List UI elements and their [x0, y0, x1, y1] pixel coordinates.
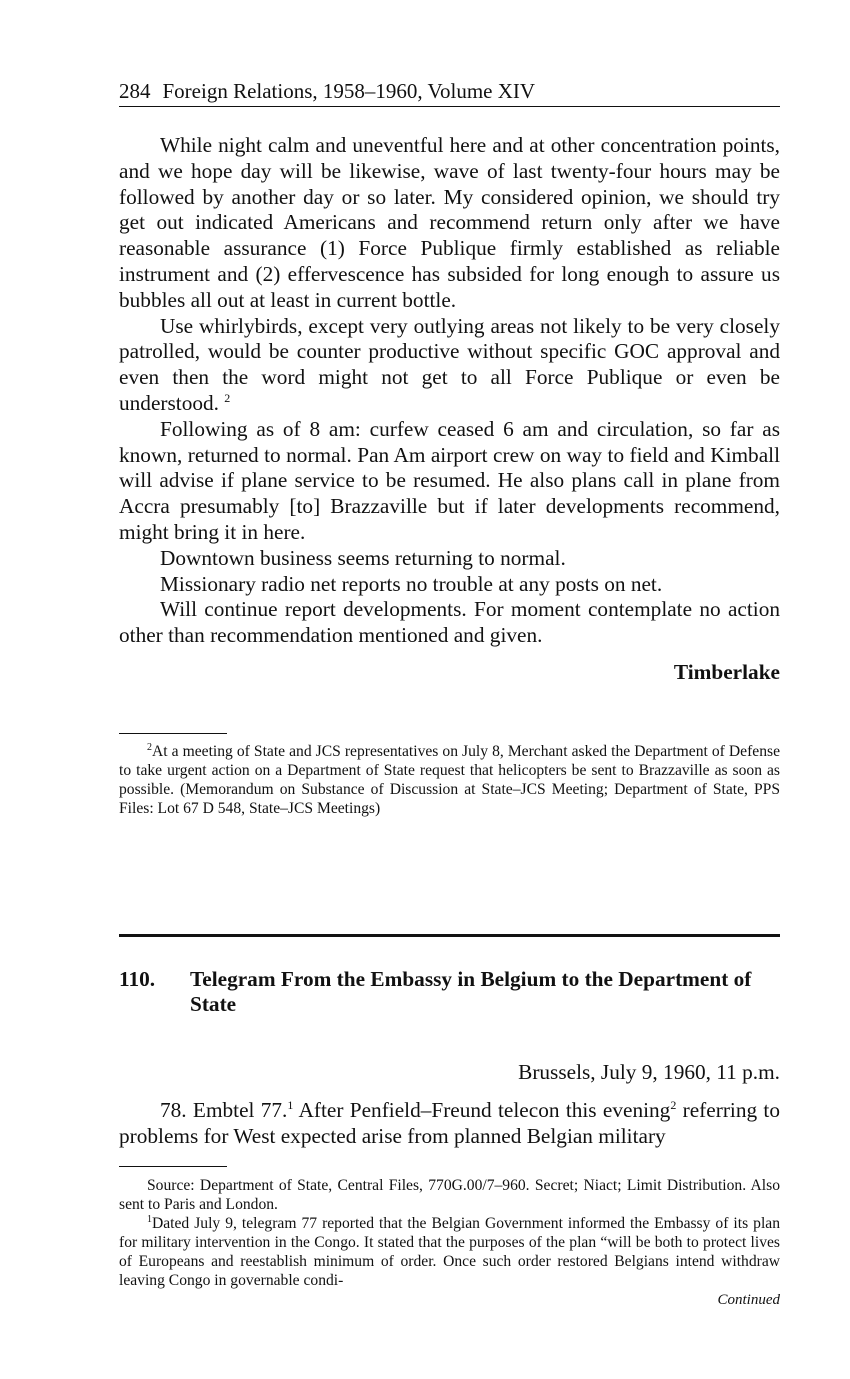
footnote-divider [119, 1166, 227, 1167]
body-paragraph [119, 1098, 780, 1150]
body-paragraph: Downtown business seems returning to normal. [160, 545, 566, 570]
footnote-ref[interactable]: 2 [670, 1097, 677, 1112]
body-paragraph: Will continue report developments. For moment contemplate no action other than recommendation mentioned and given. [119, 597, 780, 648]
document-110-body [119, 1098, 780, 1150]
body-paragraph: Missionary radio net reports no trouble at any posts on net. [160, 571, 663, 596]
footnote-mark: 1 [147, 1213, 152, 1225]
body-paragraph [119, 314, 780, 417]
source-note: Source: Department of State, Central Files, 770G.00/7–960. Secret; Niact; Limit Distribution. Also sent to Paris and London. [119, 1177, 780, 1213]
footnote-text: At a meeting of State and JCS representatives on July 8, Merchant asked the Department of Defense to take urgent action on a Department of State request that helicopters be sent to Brazzaville as soon as possible. (Memorandum on Substance of Discussion at State–JCS Meeting; Department of State, PPS Files: Lot 67 D 548, State–JCS Meetings) [119, 743, 780, 817]
document-heading [119, 967, 780, 1017]
footnote-mark: 2 [147, 741, 152, 753]
footnote-1 [119, 1214, 780, 1290]
paragraph-text: After Penfield–Freund telecon this evening [293, 1098, 671, 1122]
document-number: 110. [119, 967, 156, 991]
footnote-text: Dated July 9, telegram 77 reported that the Belgian Government informed the Embassy of its plan for military intervention in the Congo. It stated that the purposes of the plan “will be both to protect lives of Europeans and reestablish minimum of order. Once such order restored Belgians intend withdraw leaving Congo in governable condi- [119, 1215, 780, 1289]
paragraph-text: 78. Embtel 77. [160, 1098, 288, 1122]
section-divider [119, 934, 780, 937]
footnote-divider [119, 733, 227, 734]
footnote-2 [119, 742, 780, 818]
dateline: Brussels, July 9, 1960, 11 p.m. [518, 1060, 780, 1084]
footnote-section [119, 742, 780, 818]
body-paragraph: Following as of 8 am: curfew ceased 6 am and circulation, so far as known, returned to normal. Pan Am airport crew on way to field and Kimball will advise if plane service to be resumed. He also plans call in plane from Accra presumably [to] Brazzaville but if later developments recommend, might bring it in here. [119, 416, 780, 544]
paragraph-text: Use whirlybirds, except very outlying areas not likely to be very closely patrolled, would be counter productive without specific GOC approval and even then the word might not get to all Force Publique or even be understood. [119, 313, 780, 415]
document-title: Telegram From the Embassy in Belgium to the Department of State [190, 967, 752, 1016]
paragraph-text: referring to problems for West expected arise from planned Belgian military [119, 1098, 781, 1148]
footnote-ref[interactable]: 2 [224, 390, 231, 405]
footnote-section [119, 1176, 780, 1290]
continued-label: Continued [717, 1292, 780, 1308]
body-paragraph: While night calm and uneventful here and at other concentration points, and we hope day will be likewise, wave of last twenty-four hours may be followed by another day or so later. My considered opinion, we should try get out indicated Americans and recommend return only after we have reasonable assurance (1) Force Publique firmly established as reliable instrument and (2) effervescence has subsided for long enough to assure us bubbles all out at least in current bottle. [119, 133, 780, 312]
volume-title: Foreign Relations, 1958–1960, Volume XIV [162, 79, 536, 103]
running-head [119, 78, 780, 107]
signature: Timberlake [673, 659, 780, 684]
footnote-ref[interactable]: 1 [287, 1097, 294, 1112]
document-109-body [119, 133, 780, 686]
page-number: 284 [119, 79, 151, 103]
